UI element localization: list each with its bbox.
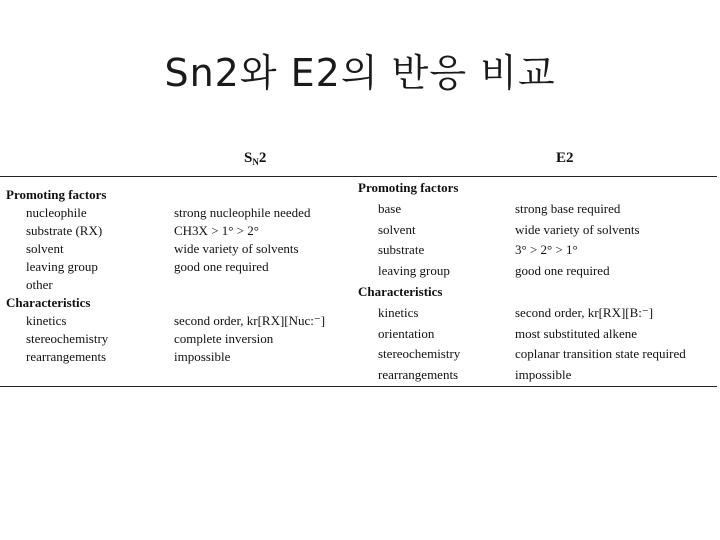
sn2-row-value <box>174 186 325 204</box>
sn2-row-value: wide variety of solvents <box>174 241 299 256</box>
sn2-row-label: solvent <box>26 241 64 256</box>
e2-row-value: 3° > 2° > 1° <box>515 242 578 258</box>
sn2-row-value: impossible <box>174 349 231 364</box>
sn2-column-header: $S_N2$ <box>244 150 267 167</box>
sn2-section-heading: Promoting factors <box>6 187 107 202</box>
sn2-row-value: CH3X > 1° > 2° <box>174 223 260 238</box>
e2-row-label: base <box>378 200 402 216</box>
e2-row-value: impossible <box>515 367 572 383</box>
sn2-row-label: leaving group <box>26 259 98 274</box>
e2-section-heading: Characteristics <box>358 283 443 299</box>
sn2-values-column <box>174 186 325 366</box>
sn2-row-label: other <box>26 277 53 292</box>
e2-row-label: kinetics <box>378 304 419 320</box>
e2-row-label: substrate <box>378 242 425 258</box>
sn2-row-value: second order, kr[RX][Nuc:⁻] <box>174 313 326 328</box>
e2-values-column <box>515 178 686 386</box>
e2-row-value: wide variety of solvents <box>515 221 640 237</box>
e2-row-value: second order, kr[RX][B:⁻] <box>515 304 654 320</box>
sn2-row-label: nucleophile <box>26 205 87 220</box>
table-bottom-rule <box>0 386 717 387</box>
e2-column-header: E2 <box>556 150 574 166</box>
e2-section-heading: Promoting factors <box>358 180 459 195</box>
sn2-row-value: good one required <box>174 259 269 274</box>
e2-row-value: good one required <box>515 263 610 279</box>
sn2-row-label: kinetics <box>26 313 67 328</box>
e2-row-value: coplanar transition state required <box>515 346 686 362</box>
e2-row-value <box>515 178 686 199</box>
sn2-labels-column <box>6 186 108 366</box>
sn2-row-value: strong nucleophile needed <box>174 205 311 220</box>
e2-row-value: most substituted alkene <box>515 325 638 341</box>
e2-labels-column <box>358 178 460 386</box>
table-top-rule <box>0 176 717 177</box>
sn2-row-label: rearrangements <box>26 349 107 364</box>
sn2-row-value <box>174 276 325 294</box>
e2-row-value: strong base required <box>515 200 621 216</box>
slide-title: Sn2와 E2의 반응 비교 <box>164 51 556 95</box>
sn2-row-label: stereochemistry <box>26 331 109 346</box>
e2-row-label: rearrangements <box>378 367 459 383</box>
e2-row-value <box>515 282 686 303</box>
e2-row-label: stereochemistry <box>378 346 461 362</box>
e2-row-label: orientation <box>378 325 435 341</box>
sn2-row-value <box>174 294 325 312</box>
e2-row-label: solvent <box>378 221 416 237</box>
sn2-row-value: complete inversion <box>174 331 274 346</box>
sn2-row-label: substrate (RX) <box>26 223 103 238</box>
sn2-section-heading: Characteristics <box>6 295 91 310</box>
e2-row-label: leaving group <box>378 263 450 279</box>
